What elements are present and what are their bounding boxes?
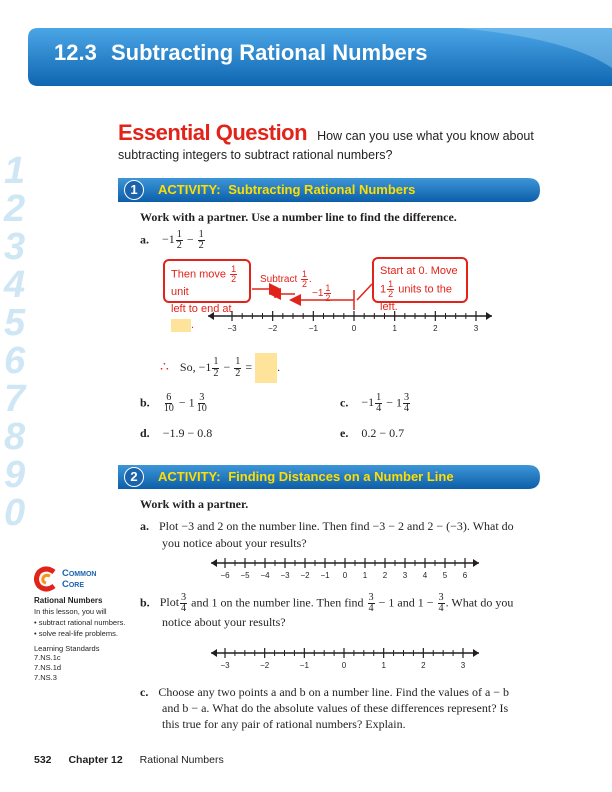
activity-1-banner: [118, 178, 540, 202]
callout-text: 1: [380, 282, 387, 295]
equals-sign: =: [245, 359, 253, 374]
fraction: [163, 393, 175, 414]
axis-ticks: [227, 311, 478, 333]
denominator: 2: [235, 367, 241, 379]
sidebar-standard: 7.NS.3: [34, 673, 57, 682]
activity-2-banner: [118, 465, 540, 489]
essential-question-text: How can you use what you know about: [317, 129, 534, 143]
denominator: 4: [376, 403, 382, 415]
axis-tick-label: 3: [460, 661, 466, 670]
sidebar-intro: In this lesson, you will: [34, 607, 107, 616]
numerator: 1: [231, 264, 237, 274]
problem-1c: [340, 393, 411, 414]
essential-question: [118, 120, 558, 162]
number-line-2a: [205, 553, 485, 587]
numerator: 3: [181, 592, 187, 603]
number-line-1a: [200, 280, 500, 340]
problem-1b: [140, 393, 209, 414]
callout-text: unit: [171, 286, 189, 298]
denominator: 2: [302, 279, 308, 289]
sidebar-bullet-text: solve real-life problems.: [38, 629, 118, 638]
essential-question-label: Essential Question: [118, 120, 308, 145]
subtract-text: Subtract: [260, 274, 298, 286]
axis-tick-label: 2: [382, 571, 388, 580]
denominator: 2: [176, 240, 182, 252]
common-core-sidebar: [34, 566, 144, 683]
fraction: [196, 393, 208, 414]
watermark-digit: 4: [4, 264, 26, 306]
denominator: 4: [438, 603, 444, 615]
common-core-word: Core: [62, 579, 85, 590]
page-number: 532: [34, 754, 52, 766]
fraction: [176, 230, 183, 251]
fraction: [198, 230, 205, 251]
problem-label: b.: [140, 395, 150, 410]
sidebar-topic: Rational Numbers: [34, 596, 103, 605]
axis-tick-label: 6: [462, 571, 468, 580]
numerator: 3: [438, 592, 444, 603]
problem-2a: [140, 518, 550, 552]
fraction: [180, 593, 187, 614]
axis-tick-label: −4: [260, 571, 270, 580]
axis-tick-label: −2: [268, 324, 278, 333]
problem-1d: [140, 426, 212, 441]
numerator: 1: [235, 356, 241, 368]
problem-text: this true for any pair of rational numbers? Explain.: [162, 717, 406, 731]
problem-1e: [340, 426, 404, 441]
problem-text: . What do you: [445, 595, 514, 610]
watermark-digit: 2: [4, 188, 26, 230]
axis-tick-label: 5: [442, 571, 448, 580]
fraction: [234, 357, 241, 378]
problem-label: a.: [140, 232, 149, 247]
activity-title: Subtracting Rational Numbers: [228, 182, 416, 197]
axis-tick-label: −1: [308, 324, 318, 333]
axis-tick-label: −3: [280, 571, 290, 580]
axis-tick-label: 4: [422, 571, 428, 580]
problem-expression: 0.2 − 0.7: [361, 426, 405, 440]
axis-tick-label: −3: [227, 324, 237, 333]
number-line-2b: [205, 643, 485, 677]
numerator: 1: [213, 356, 219, 368]
numerator: 3: [403, 392, 410, 403]
callout-text: units to the left.: [380, 282, 453, 313]
denominator: 2: [198, 240, 204, 252]
watermark-digit: 5: [4, 302, 26, 344]
activity-number: 1: [124, 180, 144, 200]
fraction: [403, 393, 410, 414]
problem-text: notice about your results?: [162, 615, 286, 630]
denominator: 10: [163, 403, 174, 415]
axis-tick-label: 0: [351, 324, 357, 333]
numerator: 1: [376, 392, 382, 403]
denominator: 2: [388, 288, 394, 299]
denominator: 2: [231, 274, 237, 284]
axis-tick-label: 3: [473, 324, 479, 333]
watermark-digit: 8: [4, 416, 26, 458]
essential-question-text-2: subtracting integers to subtract rational numbers?: [118, 148, 393, 162]
problem-label: d.: [140, 426, 150, 440]
problem-text: you notice about your results?: [162, 536, 307, 550]
problem-2b: [140, 593, 550, 631]
expr-whole: 1: [188, 395, 195, 410]
denominator: 2: [325, 293, 331, 303]
denominator: 2: [213, 367, 219, 379]
footer: [34, 754, 224, 766]
problem-text: Plot −3 and 2 on the number line. Then find −3 − 2 and 2 − (−3). What do: [159, 519, 514, 533]
common-core-logo-icon: [34, 566, 58, 592]
sidebar-standard: 7.NS.1c: [34, 653, 61, 662]
header-band: [28, 28, 612, 86]
fraction: [375, 393, 382, 414]
numerator: 6: [166, 392, 172, 403]
minus-sign: −: [178, 395, 186, 410]
watermark-digit: 3: [4, 226, 26, 268]
axis-ticks: [220, 558, 467, 580]
problem-label: c.: [340, 395, 349, 410]
axis-tick-label: 3: [402, 571, 408, 580]
minus-sign: −: [186, 232, 194, 247]
axis-ticks: [220, 648, 465, 670]
problem-text: Plot: [159, 595, 180, 610]
triangle-dots-icon: ∴: [160, 359, 169, 375]
sidebar-standards-title: Learning Standards: [34, 644, 100, 653]
callout-text: Then move: [171, 268, 227, 281]
axis-tick-label: 2: [421, 661, 426, 670]
minus-sign: −: [223, 359, 231, 374]
so-text: .: [277, 359, 281, 374]
numerator: 1: [388, 278, 394, 289]
common-core-word: Common: [62, 568, 97, 579]
axis-tick-label: −1: [299, 661, 309, 670]
problem-expression: −1.9 − 0.8: [162, 426, 213, 440]
activity-title: Finding Distances on a Number Line: [228, 469, 454, 484]
axis-tick-label: −5: [240, 571, 250, 580]
section-number: 12.3: [54, 40, 97, 65]
axis-tick-label: 1: [362, 571, 368, 580]
denominator: 4: [181, 603, 187, 615]
answer-box: [171, 319, 191, 332]
axis-tick-label: 2: [433, 324, 438, 333]
denominator: 4: [368, 603, 374, 615]
activity-label: ACTIVITY:: [158, 469, 221, 484]
page-title: Subtracting Rational Numbers: [110, 40, 428, 65]
answer-box: [255, 353, 277, 383]
watermark-digit: 1: [4, 150, 26, 192]
numerator: 1: [198, 229, 204, 240]
problem-text: Choose any two points a and b on a number line. Find the values of a − b: [158, 685, 510, 699]
axis-tick-label: −1: [320, 571, 330, 580]
sidebar-standard: 7.NS.1d: [34, 663, 62, 672]
problem-2c: [140, 684, 550, 732]
axis-tick-label: 1: [381, 661, 386, 670]
numerator: 1: [176, 229, 182, 240]
watermark-digit: 7: [4, 378, 26, 420]
denominator: 4: [403, 403, 410, 415]
axis-tick-label: 0: [342, 571, 348, 580]
numerator: 3: [368, 592, 374, 603]
callout-text: left to end at: [171, 302, 232, 315]
problem-text: and b − a. What do the absolute values of these differences represent? Is: [162, 701, 509, 715]
activity-1-instruction: Work with a partner. Use a number line to find the difference.: [140, 210, 457, 224]
watermark-digit: 9: [4, 454, 26, 496]
expr-whole: −1: [162, 232, 175, 247]
expr-whole: 1: [395, 395, 402, 410]
footer-chapter: Chapter 12: [68, 754, 123, 766]
axis-tick-label: −2: [300, 571, 310, 580]
label-whole: −1: [312, 288, 324, 300]
arrow-callout-right: [357, 284, 372, 300]
denominator: 10: [196, 403, 207, 415]
callout-text: .: [191, 319, 195, 331]
subtract-text: .: [309, 274, 312, 286]
problem-1a: [140, 230, 206, 251]
problem-label: c.: [140, 685, 149, 699]
so-answer: [160, 353, 280, 383]
fraction: [438, 593, 445, 614]
watermark-digit: 6: [4, 340, 26, 382]
numerator: 1: [302, 269, 308, 279]
problem-text: and 1 on the number line. Then find: [191, 595, 364, 610]
sidebar-bullet: • subtract rational numbers.: [34, 618, 126, 627]
fraction: [368, 593, 375, 614]
numerator: 3: [199, 392, 205, 403]
axis-tick-label: 0: [341, 661, 347, 670]
problem-label: e.: [340, 426, 349, 440]
activity-label: ACTIVITY:: [158, 182, 221, 197]
sidebar-bullet-text: subtract rational numbers.: [38, 618, 126, 627]
expr-whole: −1: [361, 395, 375, 410]
axis-tick-label: 1: [392, 324, 397, 333]
problem-text: − 1 and 1 −: [378, 595, 434, 610]
callout-text: Start at 0. Move: [380, 265, 458, 277]
activity-2-instruction: Work with a partner.: [140, 497, 249, 511]
watermark-digit: 0: [4, 492, 26, 534]
axis-tick-label: −3: [220, 661, 230, 670]
so-text: So,: [179, 359, 196, 374]
sidebar-bullet: • solve real-life problems.: [34, 629, 118, 638]
minus-sign: −: [386, 395, 393, 410]
problem-label: a.: [140, 519, 149, 533]
fraction: [212, 357, 219, 378]
expr-whole: −1: [198, 359, 212, 374]
numerator: 1: [325, 283, 331, 293]
problem-label: b.: [140, 595, 150, 610]
activity-number: 2: [124, 467, 144, 487]
axis-tick-label: −6: [220, 571, 230, 580]
footer-title: Rational Numbers: [139, 754, 224, 766]
axis-tick-label: −2: [260, 661, 270, 670]
